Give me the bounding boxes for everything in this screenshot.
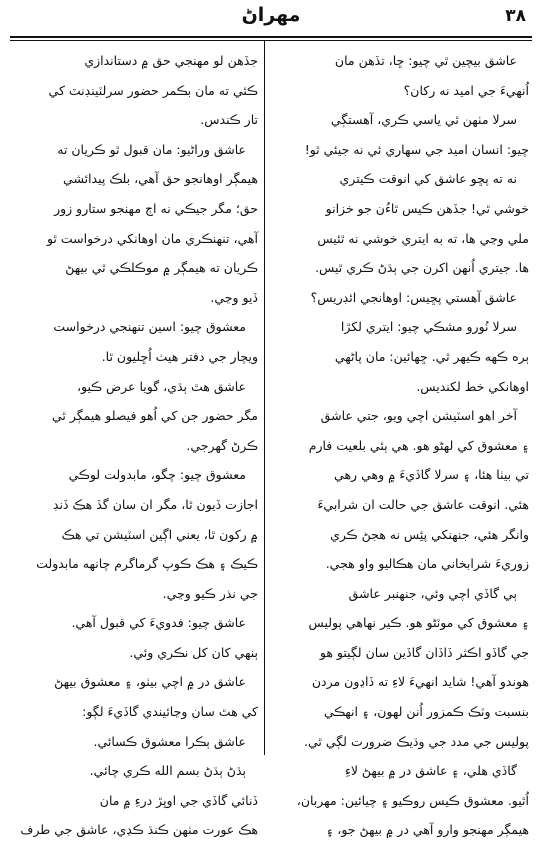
text-line: ٻره ڪهه ڪيهر ٿي. ڇهائين: مان پاڻهي — [334, 348, 529, 364]
text-line: جڏهن لو مهنجي حق ۾ دستاندازي — [84, 53, 258, 68]
text-line: هئي. انوقت عاشق جي حالت ان شرابيءَ — [317, 496, 529, 512]
text-line: تي بيٺا هئا، ۽ سرلا گاڏيءَ ۾ وهي رهي — [334, 467, 529, 483]
text-line: وانگر هئي، جنهنکي پئِس نه هجڻ ڪري — [330, 526, 529, 542]
text-line: آهي، تنهنڪري مان اوهانکي درخواست ٿو — [46, 230, 258, 246]
text-line: معشوق چيو: چگو، مابدولت لوڪي — [68, 467, 246, 483]
text-line: گاڏي هلي، ۽ عاشق در ۾ بيهڻ لاءِ — [344, 763, 517, 779]
column-divider — [264, 41, 265, 755]
text-line: آخر اهو اسٽيشن اچي ويو، جتي عاشق — [320, 408, 517, 424]
text-line: هوندو آهي! شايد انهيءَ لاءِ ته ڏاڍون مردن — [311, 674, 529, 690]
header-rule-thin — [10, 40, 532, 41]
text-line: جي گاڏو اڪثر ڏاڏان گاڏين سان لڳيتو هو — [319, 644, 529, 660]
text-line: ۽ معشوق کي موٽڻو هو. ڪير نهاهي پوليس — [308, 615, 529, 631]
text-line: عاشق چيو: فدويءَ کي قبول آهي. — [71, 615, 246, 631]
text-line: ڪئي ته مان بڪمر حضور سرلٽينڊنٽ کي — [48, 82, 258, 98]
text-line: چيو: انسان اميد جي سهاري ئي نه جيئي ٿو! — [304, 141, 529, 157]
text-line: ٻنهي کان کل نڪري وئي. — [129, 644, 258, 660]
running-title: مهراڻ — [241, 4, 301, 26]
text-line: تار ڪندس. — [200, 112, 258, 128]
text-line: عاشق وراڻيو: مان قبول ٿو ڪريان ته — [57, 141, 246, 157]
text-line: کي هٿ سان وڃائيندي گاڏيءَ لڳو: — [82, 704, 258, 720]
text-line: ڏيو وڃي. — [210, 289, 258, 305]
text-line: هڪ عورت مٺهن ڪنڌ ڪڍي، عاشق جي طرف — [20, 822, 258, 838]
text-line: ٻي گاڏي اچي وئي، جنهنبر عاشق — [348, 585, 517, 601]
text-line: ٻڌڻ ٻڌڻ بسم الله ڪري چائي. — [89, 763, 246, 779]
text-line: نه ته پڇو عاشق کي انوقت ڪيتري — [339, 171, 517, 187]
right-text-column — [271, 46, 529, 838]
text-line: ۽ معشوق کي لهڻو هو. هي ٻئي بلعيت فارم — [308, 437, 529, 453]
text-line: هيمڳر مهنجو وارو آهي در ۾ بيهڻ جو، ۽ — [326, 822, 529, 838]
text-line: مگر حضور جن کي اُهو فيصلو هيمڳر ٿي — [52, 408, 258, 424]
text-line: خوشي ٿي! جڏهن ڪيس ٿاءُن جو خزانو — [325, 200, 529, 216]
text-line: اجازت ڏيون ٿا، مگر ان سان گڏ هڪ ڏنڊ — [52, 496, 258, 512]
text-line: معشوق چيو: اسين تنهنجي درخواست — [53, 319, 246, 335]
page-number: ٣٨ — [505, 6, 526, 26]
text-line: ڪريان ته هيمڳر ۾ موڪلڪي ٿي بيهڻ — [65, 260, 258, 276]
text-line: پوليس جي مدد جي وڌيڪ ضرورت لڳي ٿي. — [304, 733, 529, 749]
text-line: ويچار جي دفتر هيٺ اُڇليون ٿا. — [101, 348, 258, 364]
text-line: ڪرڻ گهرجي. — [186, 437, 258, 453]
text-line: زوريءَ شرابخاني مان هڪاليو واو هجي. — [325, 556, 529, 572]
text-line: عاشق ٻڪرا معشوق ڪسائي. — [93, 733, 246, 749]
text-line: حق؛ مگر جيڪي نه اڄ مهنجو ستارو زور — [54, 200, 258, 216]
text-line: سرلا مٺهن ٿي ياسي ڪري، آهستڳي — [330, 112, 517, 128]
header-rule — [10, 36, 532, 38]
text-line: ڪيڪ ۽ هڪ ڪوپ گرماگرم چانهه مابدولت — [36, 556, 258, 572]
text-line: اُٿيو. معشوق ڪيس روڪيو ۽ چيائين: مهربان، — [296, 792, 529, 808]
text-line: عاشق بيچين ٿي چيو: ڇا، تڏهن مان — [334, 53, 517, 68]
text-line: ها. جيتري اُنهن اکرن جي ٻڌڻ ڪري ٿيس. — [315, 260, 529, 276]
text-line: عاشق آهستي پڇيس: اوهانجي ائڊريس؟ — [310, 289, 517, 305]
text-line: سرلا نُورو مشڪي چيو: ايتري لکڙا — [340, 319, 517, 335]
text-line: ۾ رکون ٿا، يعني اڳين اسٽيشن تي هڪ — [61, 526, 258, 542]
text-line: عاشق در ۾ اچي بيٺو، ۽ معشوق بيهڻ — [54, 674, 246, 690]
text-line: بنسبت وٽڪ ڪمزور اُنن لهون، ۽ انهڪي — [323, 704, 529, 720]
text-line: عاشق هٿ ٻڌي، گويا عرض ڪيو، — [76, 378, 246, 394]
text-line: هيمڳر اوهانجو حق آهي، بلڪ پيدائشي — [63, 171, 258, 187]
page-header — [12, 0, 530, 38]
text-line: اوهانکي خط لکنديس. — [416, 378, 529, 394]
text-line: ڏنائي گاڏي جي اوڀڙ درءِ ۾ مان — [99, 792, 258, 808]
left-text-column — [12, 46, 258, 838]
text-line: اُنهيءَ جي اميد نه رکان؟ — [403, 82, 529, 98]
text-line: ملي وڃي ها، ته به ايتري خوشي نه ٿئيس — [317, 230, 529, 246]
text-line: جي نذر ڪيو وڃي. — [162, 585, 258, 601]
